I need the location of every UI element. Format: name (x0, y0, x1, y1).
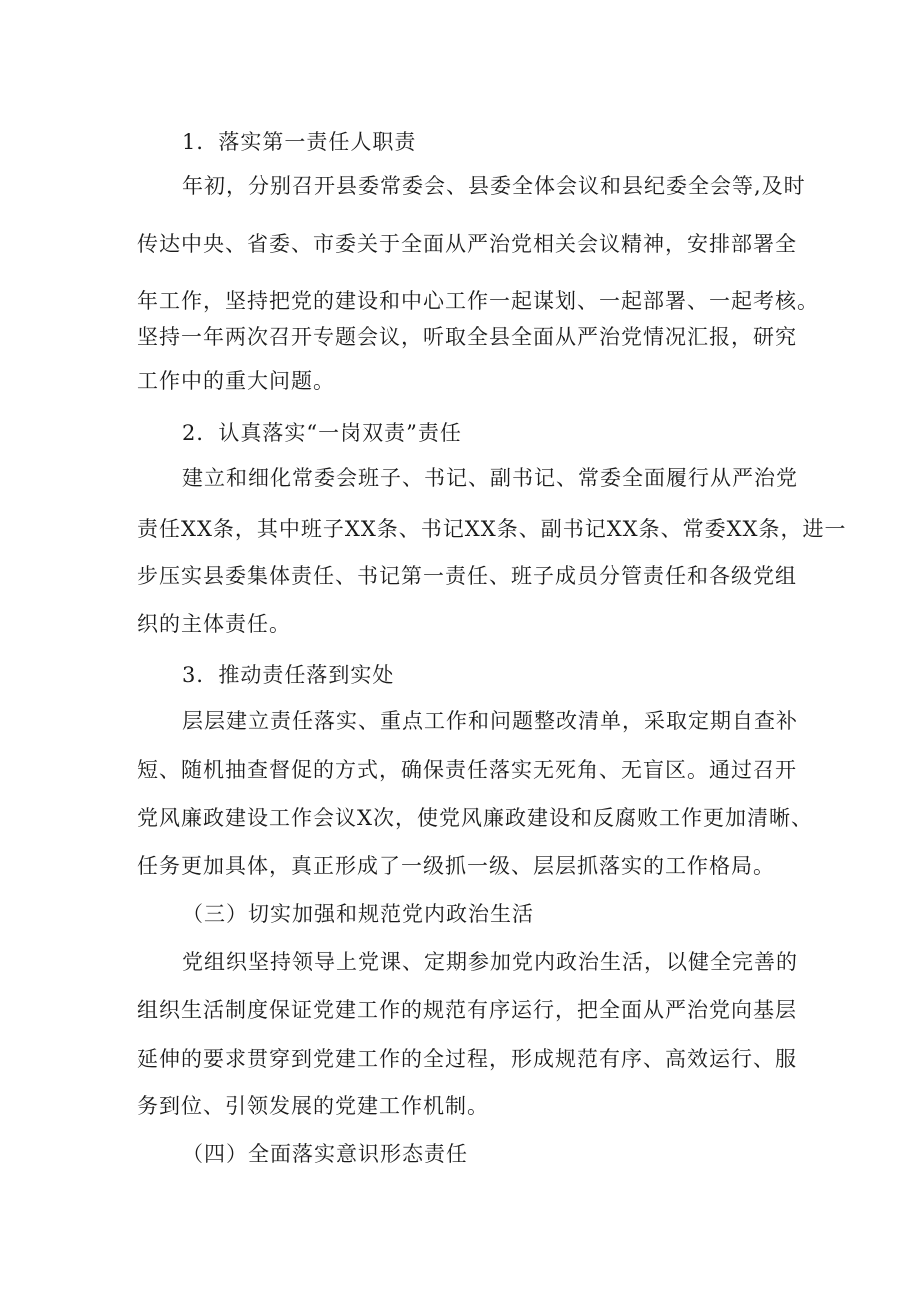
paragraph-line: 组织生活制度保证党建工作的规范有序运行，把全面从严治党向基层 (137, 998, 797, 1022)
paragraph-line: 任务更加具体，真正形成了一级抓一级、层层抓落实的工作格局。 (137, 854, 775, 878)
paragraph-line: 建立和细化常委会班子、书记、副书记、常委全面履行从严治党 (182, 466, 798, 490)
section-heading-4: （四）全面落实意识形态责任 (182, 1142, 468, 1166)
paragraph-line: 织的主体责任。 (137, 612, 291, 636)
paragraph-line: 年工作，坚持把党的建设和中心工作一起谋划、一起部署、一起考核。 (137, 289, 819, 313)
paragraph-line: 党组织坚持领导上党课、定期参加党内政治生活，以健全完善的 (182, 950, 798, 974)
paragraph-line: 坚持一年两次召开专题会议，听取全县全面从严治党情况汇报，研究 (137, 325, 797, 349)
heading-3: 3．推动责任落到实处 (182, 663, 395, 687)
paragraph-line: 传达中央、省委、市委关于全面从严治党相关会议精神，安排部署全 (137, 232, 797, 256)
paragraph-line: 延伸的要求贯穿到党建工作的全过程，形成规范有序、高效运行、服 (137, 1047, 797, 1071)
paragraph-line: 短、随机抽查督促的方式，确保责任落实无死角、无盲区。通过召开 (137, 758, 797, 782)
paragraph-line: 层层建立责任落实、重点工作和问题整改清单，采取定期自查补 (182, 709, 798, 733)
paragraph-line: 责任XX条，其中班子XX条、书记XX条、副书记XX条、常委XX条，进一 (137, 517, 847, 541)
paragraph-line: 年初，分别召开县委常委会、县委全体会议和县纪委全会等,及时 (182, 174, 806, 198)
paragraph-line: 工作中的重大问题。 (137, 369, 335, 393)
heading-2: 2．认真落实“一岗双责”责任 (182, 421, 462, 445)
section-heading-3: （三）切实加强和规范党内政治生活 (182, 902, 534, 926)
paragraph-line: 步压实县委集体责任、书记第一责任、班子成员分管责任和各级党组 (137, 564, 797, 588)
heading-1: 1．落实第一责任人职责 (182, 130, 417, 154)
paragraph-line: 务到位、引领发展的党建工作机制。 (137, 1094, 489, 1118)
paragraph-line: 党风廉政建设工作会议X次，使党风廉政建设和反腐败工作更加清晰、 (137, 806, 813, 830)
